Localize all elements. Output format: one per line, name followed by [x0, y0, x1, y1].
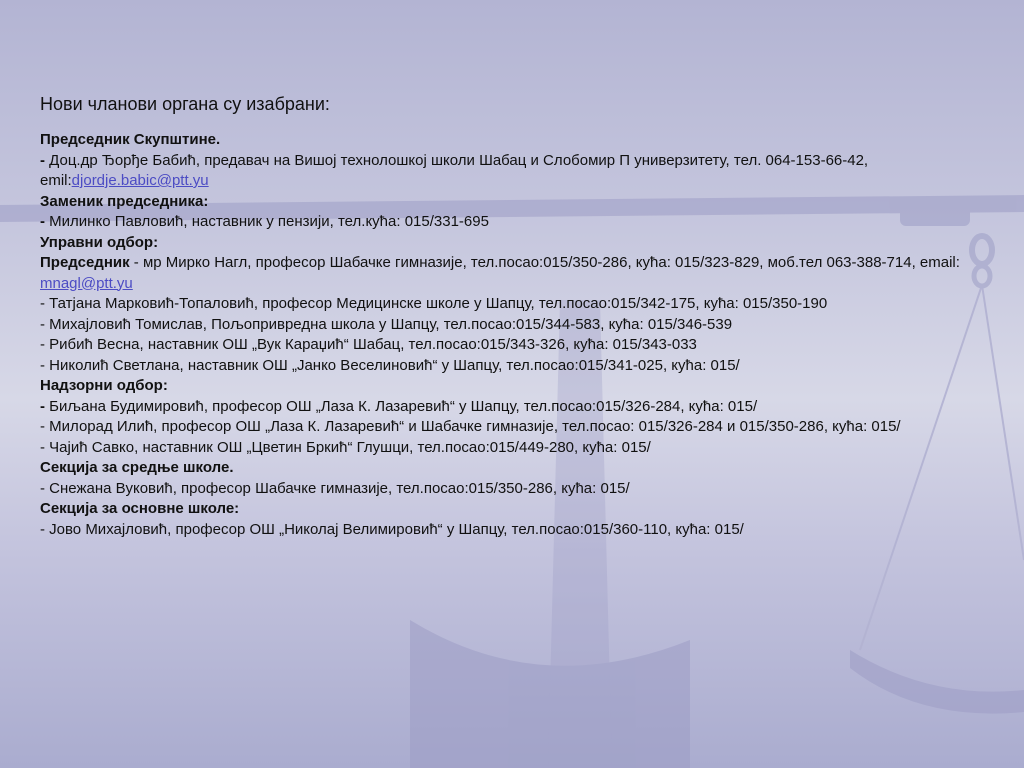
- list-item: - Николић Светлана, наставник ОШ „Јанко Веселиновић“ у Шапцу, тел.посао:015/341-025, кућа: 015/: [40, 356, 740, 374]
- entry-text: - мр Мирко Нагл, професор Шабачке гимназије, тел.посао:015/350-286, кућа: 015/323-829, моб.тел 063-388-714, email:: [129, 254, 960, 271]
- list-dash: -: [40, 213, 45, 230]
- list-item: [40, 397, 970, 418]
- email-link[interactable]: mnagl@ptt.yu: [40, 274, 133, 292]
- section-title-supervisory-board: Надзорни одбор:: [40, 377, 168, 394]
- list-item: - Татјана Марковић-Топаловић, професор Медицинске школе у Шапцу, тел.посао:015/342-175, кућа: 015/350-190: [40, 295, 828, 312]
- list-dash: -: [40, 151, 45, 169]
- assembly-president-entry: [40, 151, 970, 192]
- list-item: - Чајић Савко, наставник ОШ „Цветин Бркић“ Глушци, тел.посао:015/449-280, кућа: 015/: [40, 438, 651, 456]
- entry-text: Милинко Павловић, наставник у пензији, тел.кућа: 015/331-695: [45, 213, 489, 230]
- section-title-deputy: Заменик председника:: [40, 192, 209, 210]
- section-title-primary-schools: Секција за основне школе:: [40, 500, 240, 517]
- entry-text: Доц.др Ђорђе Бабић, предавач на Вишој технолошкој школи Шабац и Слобомир П универзитету, тел. 064-153-66-42, emil:: [40, 151, 869, 189]
- board-president-entry: [40, 253, 970, 294]
- slide-content: [40, 92, 970, 540]
- deputy-entry: [40, 212, 970, 233]
- list-item: - Михајловић Томислав, Пољопривредна школа у Шапцу, тел.посао:015/344-583, кућа: 015/346-539: [40, 315, 733, 333]
- list-dash: -: [40, 397, 45, 415]
- slide-heading: Нови чланови органа су изабрани:: [40, 94, 330, 114]
- list-item: - Снежана Вуковић, професор Шабачке гимназије, тел.посао:015/350-286, кућа: 015/: [40, 479, 630, 497]
- section-title-management-board: Управни одбор:: [40, 233, 159, 251]
- list-item: - Милорад Илић, професор ОШ „Лаза К. Лазаревић“ и Шабачке гимназије, тел.посао: 015/326-284 и 015/350-286, кућа: 015/: [40, 418, 901, 435]
- list-item: - Јово Михајловић, професор ОШ „Николај Велимировић“ у Шапцу, тел.посао:015/360-110, кућа: 015/: [40, 520, 744, 538]
- section-title-assembly: Председник Скупштине.: [40, 131, 221, 148]
- president-label: Председник: [40, 254, 130, 271]
- entry-text: Биљана Будимировић, професор ОШ „Лаза К. Лазаревић“ у Шапцу, тел.посао:015/326-284, кућа: 015/: [45, 397, 758, 415]
- section-title-secondary-schools: Секција за средње школе.: [40, 459, 234, 476]
- members-list: [40, 130, 970, 540]
- email-link[interactable]: djordje.babic@ptt.yu: [71, 172, 209, 189]
- list-item: - Рибић Весна, наставник ОШ „Вук Караџић“ Шабац, тел.посао:015/343-326, кућа: 015/343-033: [40, 336, 697, 353]
